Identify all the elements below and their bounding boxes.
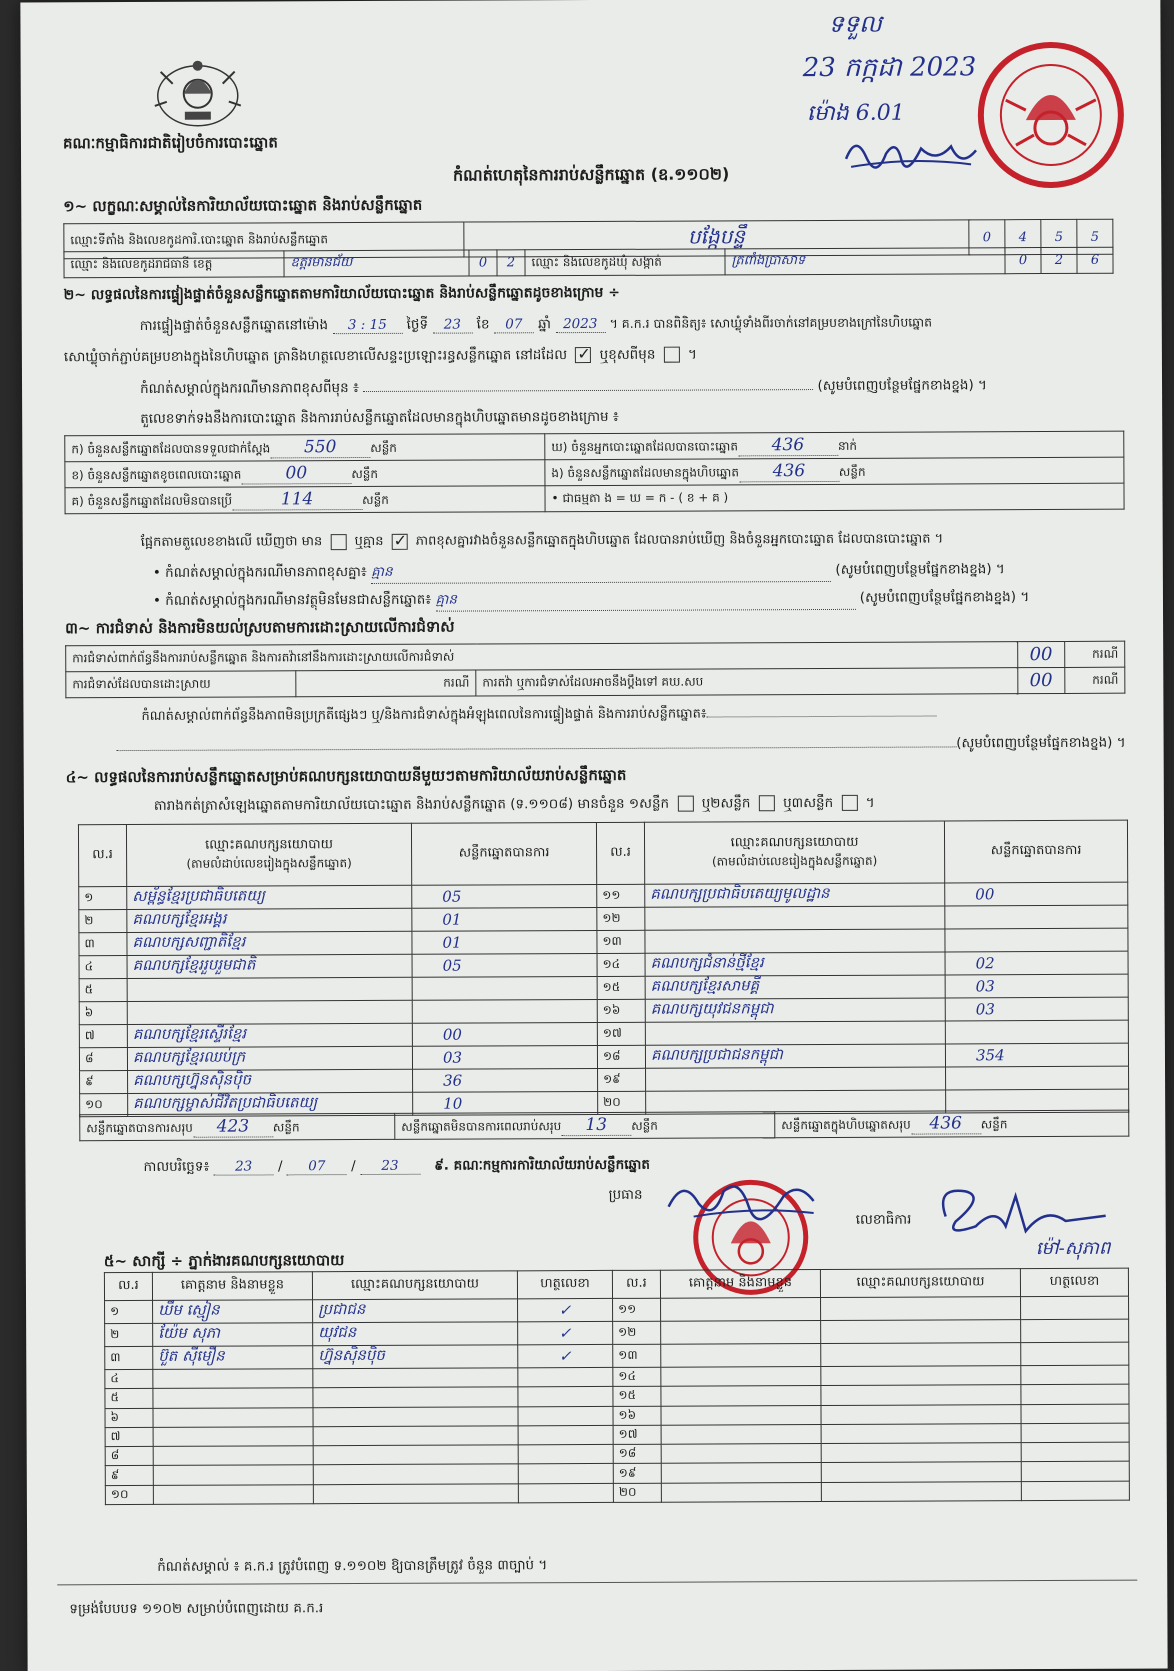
footnote: កំណត់សម្គាល់ ៖ គ.ក.រ ត្រូវបំពេញ ទ.១១០២ ឱ្យបានត្រឹមត្រូវ ចំនួន ៣ច្បាប់ ។ bbox=[157, 1557, 548, 1575]
province-label: ឈ្មោះ និងលេខកូដរាជធានី ខេត្ត bbox=[64, 251, 284, 278]
form-footer: ទម្រង់បែបបទ ១១០២ សម្រាប់បំពេញដោយ គ.ក.រ bbox=[69, 1600, 324, 1618]
result-row: ៥ ១៥ គណបក្សខ្មែរសាមគ្គី 03 bbox=[79, 974, 1128, 1002]
difference-note: កំណត់សម្គាល់ក្នុងករណីមានភាពខុសពីមុន ៖ (សូមបំពេញបន្ថែមផ្នែកខាងខ្នង) ។ bbox=[140, 377, 987, 397]
verification-line1: ការផ្ទៀងផ្ទាត់ចំនួនសន្លឹកឆ្នោតនៅម៉ោង 3 : 15 ថ្ងៃទី 23 ខែ 07 ឆ្នាំ 2023 ។ គ.ក.រ បានពិនិត្យ៖ សោឃ្លុំទាំងពីរចាក់នៅគម្របខាងក្រៅនៃហិបឆ្នោត bbox=[139, 314, 933, 334]
location-code-digit: 5 bbox=[1041, 219, 1077, 254]
checkbox-icon[interactable] bbox=[330, 534, 346, 550]
witness-row: ២ យ៉ែម សុភា យុវជន ✓ ១២ bbox=[105, 1319, 1129, 1346]
location-name: បង្កែបន្ទឹ bbox=[464, 220, 969, 257]
province-table bbox=[63, 247, 1113, 279]
location-label: ឈ្មោះទីតាំង និងលេខកូដការិ.បោះឆ្នោត និងរាប់សន្លឹកឆ្នោត bbox=[64, 222, 464, 259]
witness-row: ៨ ១៨ bbox=[105, 1442, 1129, 1466]
location-code-digit: 0 bbox=[969, 220, 1005, 255]
signature-chair bbox=[663, 1171, 823, 1232]
result-row: ៨ គណបក្សខ្មែរឈប់ក្រ 03 ១៨ គណបក្សប្រជាជនកម្ពុជា 354 bbox=[79, 1043, 1128, 1071]
org-name: គណៈកម្មាធិការជាតិរៀបចំការបោះឆ្នោត bbox=[62, 133, 278, 153]
witness-row: ១ ឃឹម ស្មៀន ប្រជាជន ✓ ១១ bbox=[105, 1296, 1129, 1323]
section3-heading: ៣~ ការជំទាស់ និងការមិនយល់ស្របតាមការដោះស្រាយលើការជំទាស់ bbox=[65, 617, 455, 638]
result-row: ៩ គណបក្សហ្វ៊ុនស៊ិនប៉ិច 36 ១៩ bbox=[80, 1066, 1129, 1094]
witness-row: ៦ ១៦ bbox=[105, 1404, 1129, 1428]
seal-stamp-icon bbox=[976, 40, 1127, 191]
commune-name: ត្រពាំងប្រាសាទ bbox=[725, 248, 1005, 275]
form-title: កំណត់ហេតុនៃការរាប់សន្លឹកឆ្នោត (ឧ.១១០២) bbox=[452, 164, 730, 185]
irregularities-fill: (សូមបំពេញបន្ថែមផ្នែកខាងខ្នង) ។ bbox=[66, 734, 1126, 759]
checkbox-icon[interactable] bbox=[575, 347, 591, 363]
bullet-non-ballot: • កំណត់សម្គាល់ក្នុងករណីមានវត្ថុមិនមែនជាសន្លឹកឆ្នោត៖ គ្មាន (សូមបំពេញបន្ថែមផ្នែកខាងខ្នង) ។ bbox=[153, 588, 1123, 613]
location-code-digit: 4 bbox=[1005, 220, 1041, 255]
section4-heading: ៤~ លទ្ធផលនៃការរាប់សន្លឹកឆ្នោតសម្រាប់គណបក្សនយោបាយនីមួយៗតាមការិយាល័យរាប់សន្លឹកឆ្នោត bbox=[65, 765, 627, 787]
province-code-digit: 0 bbox=[469, 250, 497, 276]
commune-code-digit: 0 bbox=[1005, 248, 1041, 274]
complaints-label: ការជំទាស់ពាក់ព័ន្ធនឹងការរាប់សន្លឹកឆ្នោត និងការតវ៉ានៅនឹងការដោះស្រាយលើការជំទាស់ bbox=[66, 642, 1018, 672]
checkbox-icon[interactable] bbox=[841, 795, 857, 811]
signature-top bbox=[841, 128, 981, 174]
witness-row: ៥ ១៥ bbox=[105, 1384, 1129, 1408]
checkbox-icon[interactable] bbox=[664, 347, 680, 363]
result-row: ៣ គណបក្សសញ្ជាតិខ្មែរ 01 ១៣ bbox=[79, 928, 1128, 956]
commune-label: ឈ្មោះ និងលេខកូដឃុំ សង្កាត់ bbox=[525, 249, 725, 276]
result-row: ៧ គណបក្សខ្មែរស្ទើរខ្មែរ 00 ១៧ bbox=[79, 1020, 1128, 1048]
tally-sheet-line: តារាងកត់ត្រាសំឡេងឆ្នោតតាមការិយាល័យបោះឆ្នោត និងរាប់សន្លឹកឆ្នោត (ទ.១១០៨) មានចំនួន ១សន្លឹក ឬ២សន្លឹក ឬ៣សន្លឹក ។ bbox=[153, 794, 875, 814]
witness-row: ១០ ២០ bbox=[105, 1481, 1129, 1505]
complaints-table: ការជំទាស់ពាក់ព័ន្ធនឹងការរាប់សន្លឹកឆ្នោត និងការតវ៉ានៅនឹងការដោះស្រាយលើការជំទាស់ 00 ករណី ការជំទាស់ដែលបានដោះស្រាយ ករណី ការតវ៉ា ឬការជំទាស់ដែលអាចនឹងប្ដឹងទៅ គឃ.សប 00 ករណី bbox=[65, 641, 1125, 699]
witness-row: ៤ ១៤ bbox=[105, 1365, 1129, 1389]
received-date: 23 កក្កដា 2023 bbox=[802, 52, 977, 84]
checkbox-icon[interactable] bbox=[392, 533, 408, 549]
election-form-page bbox=[20, 0, 1167, 1671]
result-row: ៦ ១៦ គណបក្សយុវជនកម្ពុជា 03 bbox=[79, 997, 1128, 1025]
verification-line2: សោឃ្លុំចាក់ភ្ជាប់គម្របខាងក្នុងនៃហិបឆ្នោត ត្រានិងហត្ថលេខាលើសន្ទះប្រឡោះរន្ធសន្លឹកឆ្នោត នៅដដែល ✓ ឬខុសពីមុន ។ bbox=[64, 344, 1124, 369]
section1-heading: ១~ លក្ខណៈសម្គាល់នៃការិយាល័យបោះឆ្នោត និងរាប់សន្លឹកឆ្នោត bbox=[63, 195, 423, 216]
resolved-label: ការជំទាស់ដែលបានដោះស្រាយ bbox=[66, 671, 296, 698]
witness-row: ៧ ១៧ bbox=[105, 1423, 1129, 1447]
province-code-digit: 2 bbox=[497, 250, 525, 276]
figures-intro: តួលេខទាក់ទងនឹងការបោះឆ្នោត និងការរាប់សន្លឹកឆ្នោតដែលមានក្នុងហិបឆ្នោតមានដូចខាងក្រោម ៖ bbox=[140, 408, 619, 427]
results-table: ល.រ ឈ្មោះគណបក្សនយោបាយ (តាមលំដាប់លេខរៀងក្នុងសន្លឹកឆ្នោត) សន្លឹកឆ្នោតបានការ ល.រ ឈ្មោះគណបក្សនយោបាយ (តាមលំដាប់លេខរៀងក្នុងសន្លឹកឆ្នោត) សន្លឹកឆ្នោតបានការ ១ សម្ព័ន្ធខ្មែរប្រជាធិបតេយ្យ 05 ១១ គណបក្សប្រជាធិបតេយ្យមូលដ្ឋាន 00 ២ គណបក្សខ្មែរអង្គរ 01 ១២ ៣ គណបក្សសញ្ជាតិខ្មែរ 01 ១៣ ៤ គណបក្សខ្មែររួបរួមជាតិ 05 ១៤ គណបក្សជំនាន់ថ្មីខ្មែរ 02 ៥ ១៥ គណបក្សខ្មែរសាមគ្គី 03 ៦ ១៦ គណបក្សយុវជនកម្ពុជា 03 ៧ គណបក្សខ្មែរស្ទើរខ្មែរ 00 ១៧ ៨ គណបក្សខ្មែរឈប់ក្រ 03 ១៨ គណបក្សប្រជាជនកម្ពុជា 354 ៩ គណបក្សហ្វ៊ុនស៊ិនប៉ិច 36 ១៩ ១០ គណបក្សម្ចាស់ជីវិតប្រជាធិបតេយ្យ 10 ២០ bbox=[78, 820, 1129, 1118]
section2-heading: ២~ លទ្ធផលនៃការផ្ទៀងផ្ទាត់ចំនួនសន្លឹកឆ្នោតតាមការិយាល័យបោះឆ្នោត និងរាប់សន្លឹកឆ្នោតដូចខាងក្រោម ÷ bbox=[63, 284, 621, 304]
witness-table: ល.រ គោត្តនាម និងនាមខ្លួន ឈ្មោះគណបក្សនយោបាយ ហត្ថលេខា ល.រ គោត្តនាម និងនាមខ្លួន ឈ្មោះគណបក្សនយោបាយ ហត្ថលេខា ១ ឃឹម ស្មៀន ប្រជាជន ✓ ១១ ២ យ៉ែម សុភា យុវជន ✓ ១២ ៣ ប៊ួត ស៊ីមឿន ហ្វ៊ុនស៊ិនប៉ិច ✓ ១៣ ៤ ១៤ ៥ ១៥ ៦ ១៦ ៧ ១៧ ៨ ១៨ ៩ ១៩ ១០ ២០ bbox=[104, 1268, 1130, 1506]
section5-heading: ៥~ សាក្សី ÷ ភ្នាក់ងារគណបក្សនយោបាយ bbox=[103, 1251, 345, 1271]
result-row: ១០ គណបក្សម្ចាស់ជីវិតប្រជាធិបតេយ្យ 10 ២០ bbox=[80, 1089, 1129, 1117]
witness-row: ៣ ប៊ួត ស៊ីមឿន ហ្វ៊ុនស៊ិនប៉ិច ✓ ១៣ bbox=[105, 1342, 1129, 1369]
bullet-difference: • កំណត់សម្គាល់ក្នុងករណីមានភាពខុសគ្នា៖ គ្មាន (សូមបំពេញបន្ថែមផ្នែកខាងខ្នង) ។ bbox=[153, 560, 1123, 585]
date-line: កាលបរិច្ឆេទ៖ 23 / 07 / 23 ៩. គណៈកម្មការការិយាល័យរាប់សន្លឹកឆ្នោត bbox=[143, 1156, 650, 1175]
province-name: ឧត្ដរមានជ័យ bbox=[284, 250, 469, 277]
result-row: ៤ គណបក្សខ្មែររួបរួមជាតិ 05 ១៤ គណបក្សជំនាន់ថ្មីខ្មែរ 02 bbox=[79, 951, 1128, 979]
result-row: ១ សម្ព័ន្ធខ្មែរប្រជាធិបតេយ្យ 05 ១១ គណបក្សប្រជាធិបតេយ្យមូលដ្ឋាន 00 bbox=[79, 882, 1128, 910]
difference-check-line: ផ្អែកតាមតួលេខខាងលើ ឃើញថា មាន ឬគ្មាន ✓ ភាពខុសគ្នារវាងចំនួនសន្លឹកឆ្នោតក្នុងហិបឆ្នោត ដែលបានរាប់ឃើញ និងចំនួនអ្នកបោះឆ្នោត ដែលបានបោះឆ្នោត ។ bbox=[141, 530, 1131, 553]
location-code-digit: 5 bbox=[1077, 219, 1113, 254]
secretary-name: ម៉ៅ-សុភាព bbox=[1035, 1237, 1111, 1260]
irregularities-note: កំណត់សម្គាល់ពាក់ព័ន្ធនឹងភាពមិនប្រក្រតីផ្សេងៗ ឬ/និងការជំទាស់ក្នុងអំឡុងពេលនៃការផ្ទៀងផ្ទាត់ និងការរាប់សន្លឹកឆ្នោត៖ bbox=[141, 704, 1131, 727]
checkbox-icon[interactable] bbox=[677, 796, 693, 812]
result-row: ២ គណបក្សខ្មែរអង្គរ 01 ១២ bbox=[79, 905, 1128, 933]
commune-code-digit: 2 bbox=[1041, 247, 1077, 273]
emblem-icon bbox=[153, 54, 243, 132]
received-note: ទទួល bbox=[828, 9, 882, 38]
witness-row: ៩ ១៩ bbox=[105, 1462, 1129, 1486]
figures-table: ក) ចំនួនសន្លឹកឆ្នោតដែលបានទទួលជាក់ស្ដែង 550 សន្លឹក ឃ) ចំនួនអ្នកបោះឆ្នោតដែលបានបោះឆ្នោត 436 នាក់ ខ) ចំនួនសន្លឹកឆ្នោតខូចពេលបោះឆ្នោត 00 សន្លឹក ង) ចំនួនសន្លឹកឆ្នោតដែលមានក្នុងហិបឆ្នោត 436 សន្លឹក គ) ចំនួនសន្លឹកឆ្នោតដែលមិនបានប្រើ 114 សន្លឹក • ជាធម្មតា ង = ឃ = ក - ( ខ + គ ) bbox=[64, 431, 1124, 515]
secretary-label: លេខាធិការ bbox=[855, 1211, 912, 1228]
received-time: ម៉ោង 6.01 bbox=[806, 100, 905, 127]
checkbox-icon[interactable] bbox=[759, 795, 775, 811]
appeal-label: ការតវ៉ា ឬការជំទាស់ដែលអាចនឹងប្ដឹងទៅ គឃ.សប bbox=[476, 668, 1018, 696]
footer-divider bbox=[57, 1580, 1137, 1586]
totals-table: សន្លឹកឆ្នោតបានការសរុប 423 សន្លឹក សន្លឹកឆ្នោតមិនបានការពេលរាប់សរុប 13 សន្លឹក សន្លឹកឆ្នោតក្នុងហិបឆ្នោតសរុប 436 សន្លឹក bbox=[79, 1110, 1129, 1142]
commune-code-digit: 6 bbox=[1077, 247, 1113, 273]
chair-label: ប្រធាន bbox=[608, 1186, 643, 1203]
